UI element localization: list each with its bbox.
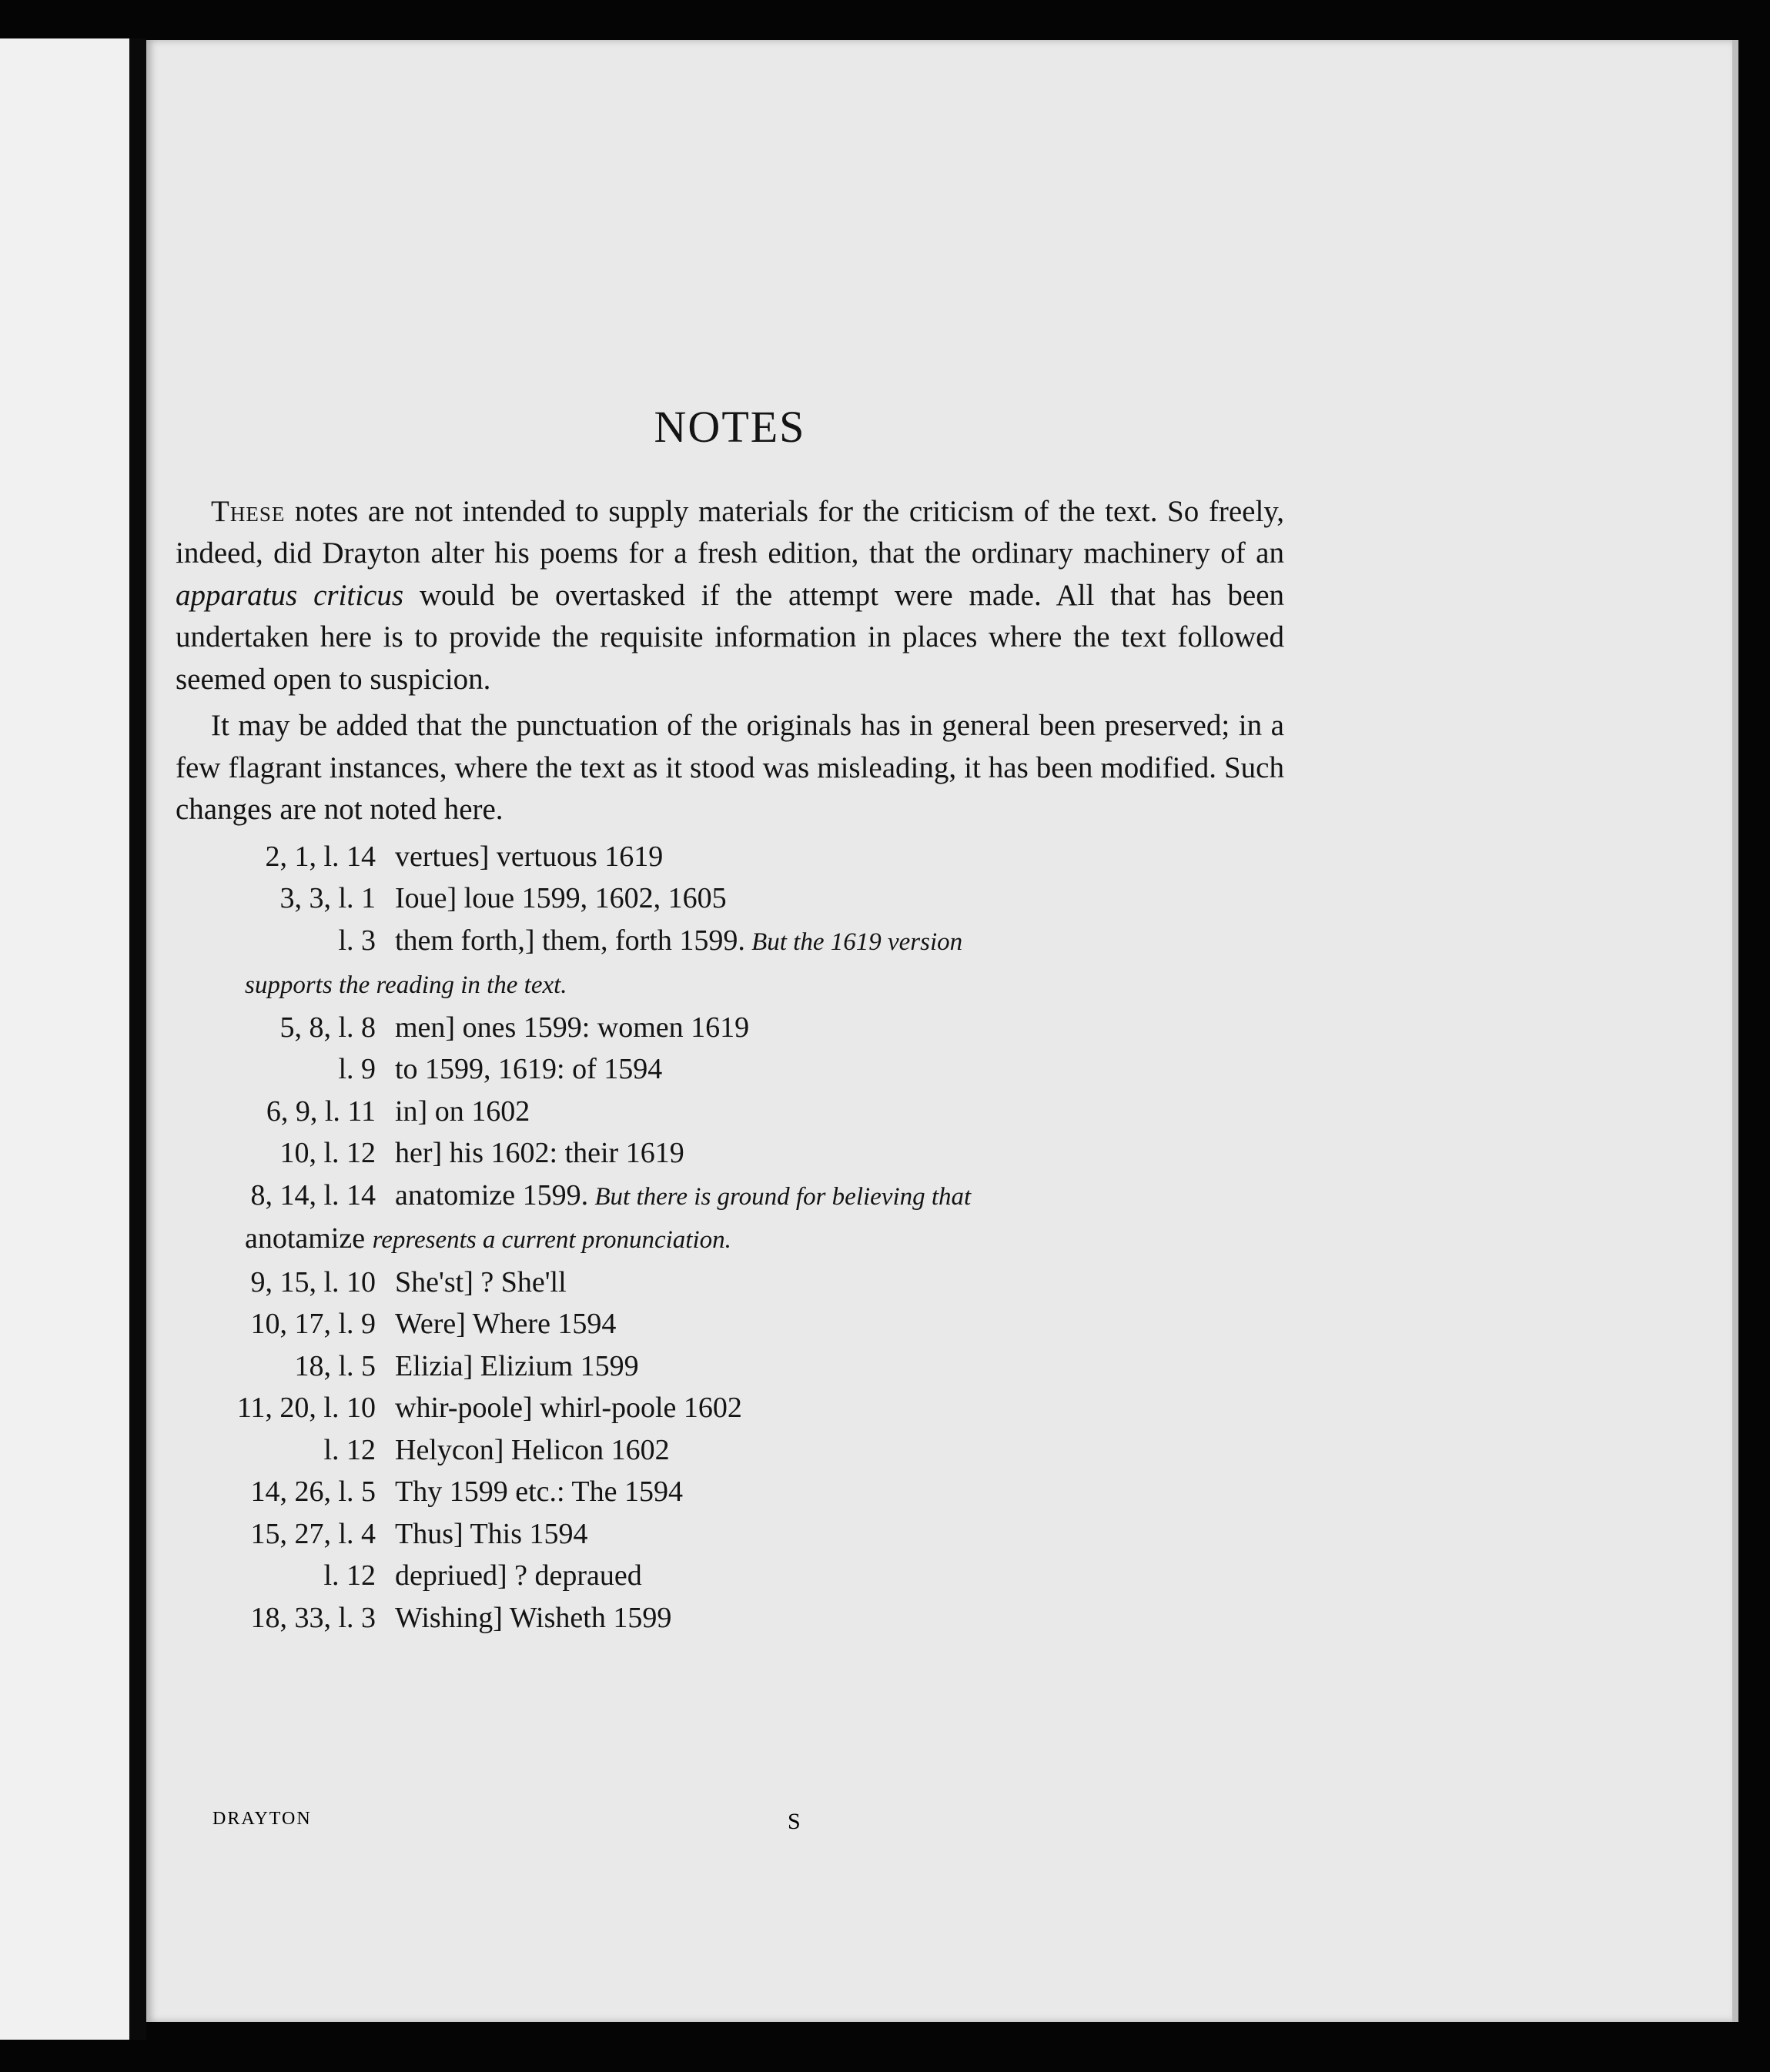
note-comment: But there is ground for believing that [588, 1182, 972, 1211]
note-item [176, 1048, 1284, 1091]
note-ref: l. 12 [323, 1559, 376, 1592]
note-comment: But the 1619 version [744, 927, 963, 956]
intro-italic: apparatus criticus [176, 578, 404, 612]
note-item [176, 1091, 1284, 1133]
page-content [176, 400, 1284, 1639]
note-item [176, 920, 1284, 1007]
book-gutter [129, 38, 146, 2040]
note-text: anatomize 1599. [395, 1178, 589, 1211]
note-ref: 5, 8, l. 8 [279, 1011, 376, 1044]
lead-word: These [211, 494, 286, 528]
note-text: Thus] This 1594 [395, 1517, 588, 1550]
page-footer [176, 1809, 1284, 1847]
note-text: Were] Where 1594 [395, 1308, 617, 1341]
note-ref: 18, l. 5 [294, 1349, 376, 1382]
note-text: Helycon] Helicon 1602 [395, 1433, 670, 1466]
note-item [176, 1007, 1284, 1049]
note-ref: 9, 15, l. 10 [250, 1265, 376, 1298]
note-ref: 18, 33, l. 3 [250, 1601, 376, 1634]
note-item [176, 1471, 1284, 1513]
note-text: She'st] ? She'll [395, 1265, 567, 1298]
note-item [176, 1262, 1284, 1304]
note-text: depriued] ? depraued [395, 1559, 642, 1592]
note-item [176, 877, 1284, 920]
intro-text-b: would be overtasked if the attempt were made. All that has been undertaken here is to provide the requisite information in places where the text followed seemed open to suspicion. [176, 578, 1285, 696]
note-item [176, 1513, 1284, 1556]
intro-paragraph [176, 491, 1284, 701]
note-item [176, 1387, 1284, 1429]
note-item [176, 1345, 1284, 1388]
note-item [176, 1303, 1284, 1345]
note-ref: l. 12 [323, 1433, 376, 1466]
note-ref: 15, 27, l. 4 [250, 1517, 376, 1550]
note-text: to 1599, 1619: of 1594 [395, 1053, 663, 1086]
note-text: Wishing] Wisheth 1599 [395, 1601, 672, 1634]
note-item [176, 1429, 1284, 1472]
note-comment-cont: represents a current pronunciation. [372, 1226, 731, 1255]
note-ref: 2, 1, l. 14 [265, 840, 376, 873]
note-item [176, 1132, 1284, 1175]
note-text: in] on 1602 [395, 1094, 530, 1128]
note-item [176, 1597, 1284, 1639]
note-text-cont: anotamize [245, 1222, 373, 1255]
note-text: her] his 1602: their 1619 [395, 1137, 684, 1170]
page-title: NOTES [654, 402, 806, 452]
note-text: Thy 1599 etc.: The 1594 [395, 1475, 683, 1509]
note-comment-cont: supports the reading in the text. [245, 971, 567, 1000]
note-text: them forth,] them, forth 1599. [395, 924, 745, 957]
notes-list [176, 836, 1284, 1639]
page-edge [1732, 40, 1738, 2022]
note-ref: 14, 26, l. 5 [250, 1475, 376, 1509]
punctuation-paragraph: It may be added that the punctuation of the originals has in general been preserved; in a few flagrant instances, where the text as it stood was misleading, it has been modified. Such changes are not noted here. [176, 709, 1284, 827]
note-text: vertues] vertuous 1619 [395, 840, 664, 873]
note-ref: 11, 20, l. 10 [236, 1392, 376, 1425]
note-text: whir-poole] whirl-poole 1602 [395, 1392, 742, 1425]
note-ref: l. 3 [338, 924, 376, 957]
facing-page-edge [0, 38, 129, 2040]
note-ref: l. 9 [338, 1053, 376, 1086]
signature-mark: S [788, 1809, 801, 1834]
note-ref: 10, 17, l. 9 [250, 1308, 376, 1341]
note-ref: 6, 9, l. 11 [266, 1094, 376, 1128]
intro-text-a: notes are not intended to supply materials for the criticism of the text. So freely, indeed, did Drayton alter his poems for a fresh edition, that the ordinary machinery of an [176, 494, 1284, 570]
note-ref: 3, 3, l. 1 [279, 882, 376, 915]
note-ref: 10, l. 12 [279, 1137, 376, 1170]
note-item [176, 1555, 1284, 1597]
note-text: Elizia] Elizium 1599 [395, 1349, 639, 1382]
note-item [176, 836, 1284, 878]
note-text: men] ones 1599: women 1619 [395, 1011, 750, 1044]
note-text: Ioue] loue 1599, 1602, 1605 [395, 882, 727, 915]
signature-label: DRAYTON [212, 1809, 312, 1829]
note-ref: 8, 14, l. 14 [250, 1178, 376, 1211]
note-item [176, 1175, 1284, 1262]
